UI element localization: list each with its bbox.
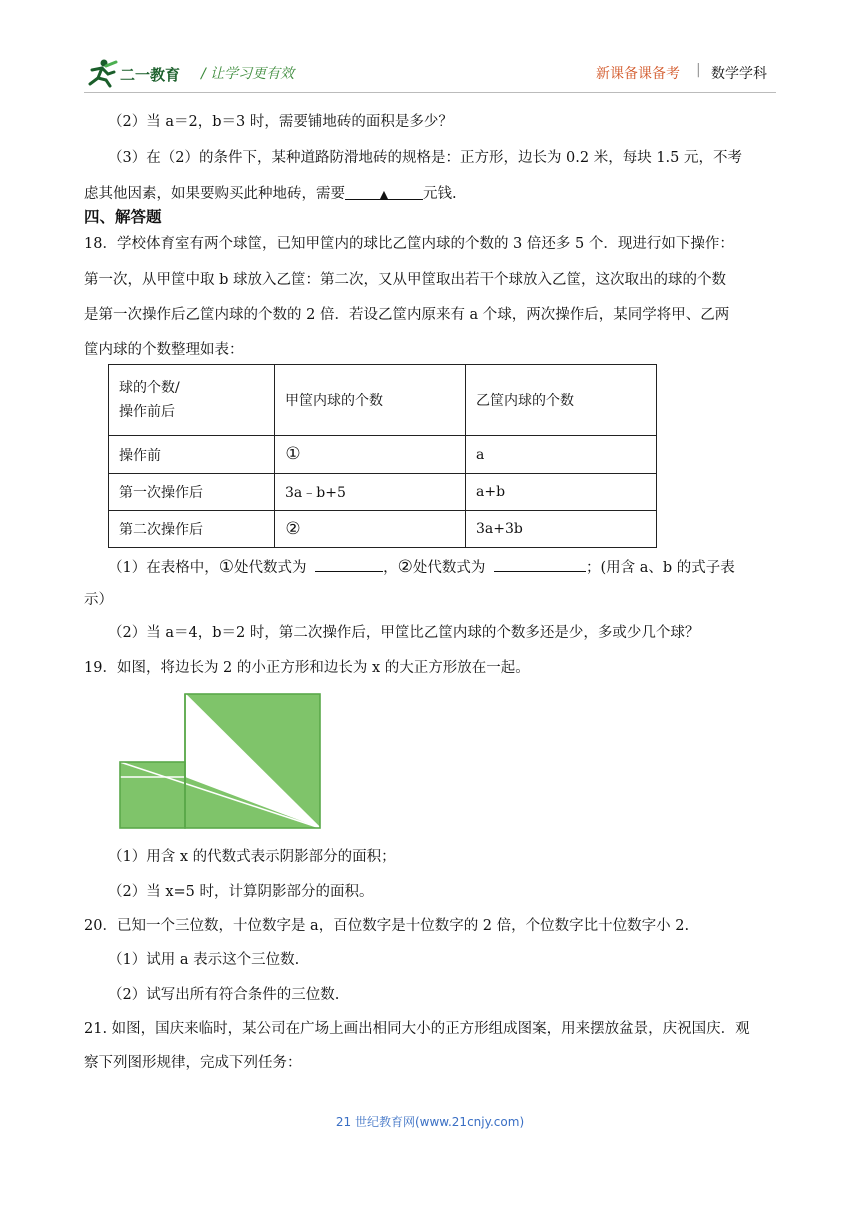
table-header-text: 球的个数/ <box>119 380 180 396</box>
table-row <box>109 474 657 511</box>
q19-sub2: （2）当 x=5 时，计算阴影部分的面积。 <box>108 884 374 900</box>
blank-triangle-mark: ▲ <box>379 188 389 201</box>
table-row <box>109 511 657 548</box>
table-header-text: 操作前后 <box>119 404 175 420</box>
q18-sub1-text: 处代数式为 <box>233 560 307 576</box>
slogan: / 让学习更有效 <box>201 66 295 82</box>
table-header-cell: 乙筐内球的个数 <box>466 365 657 436</box>
q19-line1: 19．如图，将边长为 2 的小正方形和边长为 x 的大正方形放在一起。 <box>84 660 530 676</box>
table-header-cell: 甲筐内球的个数 <box>275 365 466 436</box>
circled-one: ① <box>218 557 234 577</box>
q18-sub1-comma: ， <box>383 560 398 576</box>
answer-blank-2[interactable] <box>494 556 586 572</box>
q18-line4: 筐内球的个数整理如表： <box>84 342 244 358</box>
q20-sub2: （2）试写出所有符合条件的三位数. <box>108 987 340 1003</box>
circled-one: ① <box>285 444 301 464</box>
header-subject: 数学学科 <box>711 66 767 82</box>
q18-sub1 <box>108 556 735 578</box>
q17-part3-line2 <box>84 184 457 204</box>
q18-sub1-text: （1）在表格中， <box>108 560 219 576</box>
q20-line1: 20．已知一个三位数，十位数字是 a，百位数字是十位数字的 2 倍，个位数字比十位数字小 2. <box>84 918 690 934</box>
q18-sub1-line2: 示） <box>84 592 113 608</box>
q21-line1: 21. 如图，国庆来临时，某公司在广场上画出相同大小的正方形组成图案，用来摆放盆景，庆祝国庆．观 <box>84 1021 750 1037</box>
q21-line2: 察下列图形规律，完成下列任务： <box>84 1055 302 1071</box>
q20-sub1: （1）试用 a 表示这个三位数. <box>108 952 300 968</box>
footer-link[interactable]: 21 世纪教育网(www.21cnjy.com) <box>335 1115 525 1129</box>
table-cell: a+b <box>466 474 657 511</box>
q18-sub2: （2）当 a＝4，b＝2 时，第二次操作后，甲筐比乙筐内球的个数多还是少，多或少几个球？ <box>108 625 700 641</box>
logo-text: 二一教育 <box>120 66 181 84</box>
q18-line1: 18．学校体育室有两个球筐，已知甲筐内的球比乙筐内球的个数的 3 倍还多 5 个．现进行如下操作： <box>84 236 734 252</box>
answer-blank[interactable] <box>345 184 423 200</box>
q18-line2: 第一次，从甲筐中取 b 球放入乙筐：第二次，又从甲筐取出若干个球放入乙筐，这次取出的球的个数 <box>84 272 726 288</box>
table-cell: 第二次操作后 <box>109 511 275 548</box>
answer-blank-1[interactable] <box>315 556 383 572</box>
table-cell: 第一次操作后 <box>109 474 275 511</box>
table-cell: 3a﹣b+5 <box>275 474 466 511</box>
q18-sub1-text: 处代数式为 <box>412 560 486 576</box>
q19-figure <box>110 688 328 834</box>
section-title: 四、解答题 <box>84 208 162 226</box>
q19-sub1: （1）用含 x 的代数式表示阴影部分的面积； <box>108 849 396 865</box>
table-header-cell <box>109 365 275 436</box>
table-cell: a <box>466 436 657 474</box>
table-cell: 3a+3b <box>466 511 657 548</box>
q17-text-end: 元钱. <box>423 186 457 202</box>
q18-sub1-text: ；(用含 a、b 的式子表 <box>585 560 735 576</box>
table-row <box>109 436 657 474</box>
header-rule <box>84 92 776 93</box>
q17-part3-line1: （3）在（2）的条件下，某种道路防滑地砖的规格是：正方形，边长为 0.2 米，每块 1.5 元，不考 <box>108 150 743 166</box>
header <box>0 0 860 95</box>
header-separator: | <box>696 62 701 78</box>
header-course-label: 新课备课备考 <box>596 66 680 82</box>
table-cell <box>275 511 466 548</box>
q18-table <box>108 364 657 548</box>
circled-two: ② <box>285 518 301 539</box>
q17-part2: （2）当 a＝2，b＝3 时，需要铺地砖的面积是多少？ <box>108 114 453 130</box>
table-cell <box>275 436 466 474</box>
circled-two: ② <box>397 557 413 577</box>
q18-line3: 是第一次操作后乙筐内球的个数的 2 倍．若设乙筐内原来有 a 个球，两次操作后，某同学将甲、乙两 <box>84 307 730 323</box>
table-cell: 操作前 <box>109 436 275 474</box>
logo-runner-icon <box>84 58 118 88</box>
q17-text: 虑其他因素，如果要购买此种地砖，需要 <box>84 186 345 202</box>
